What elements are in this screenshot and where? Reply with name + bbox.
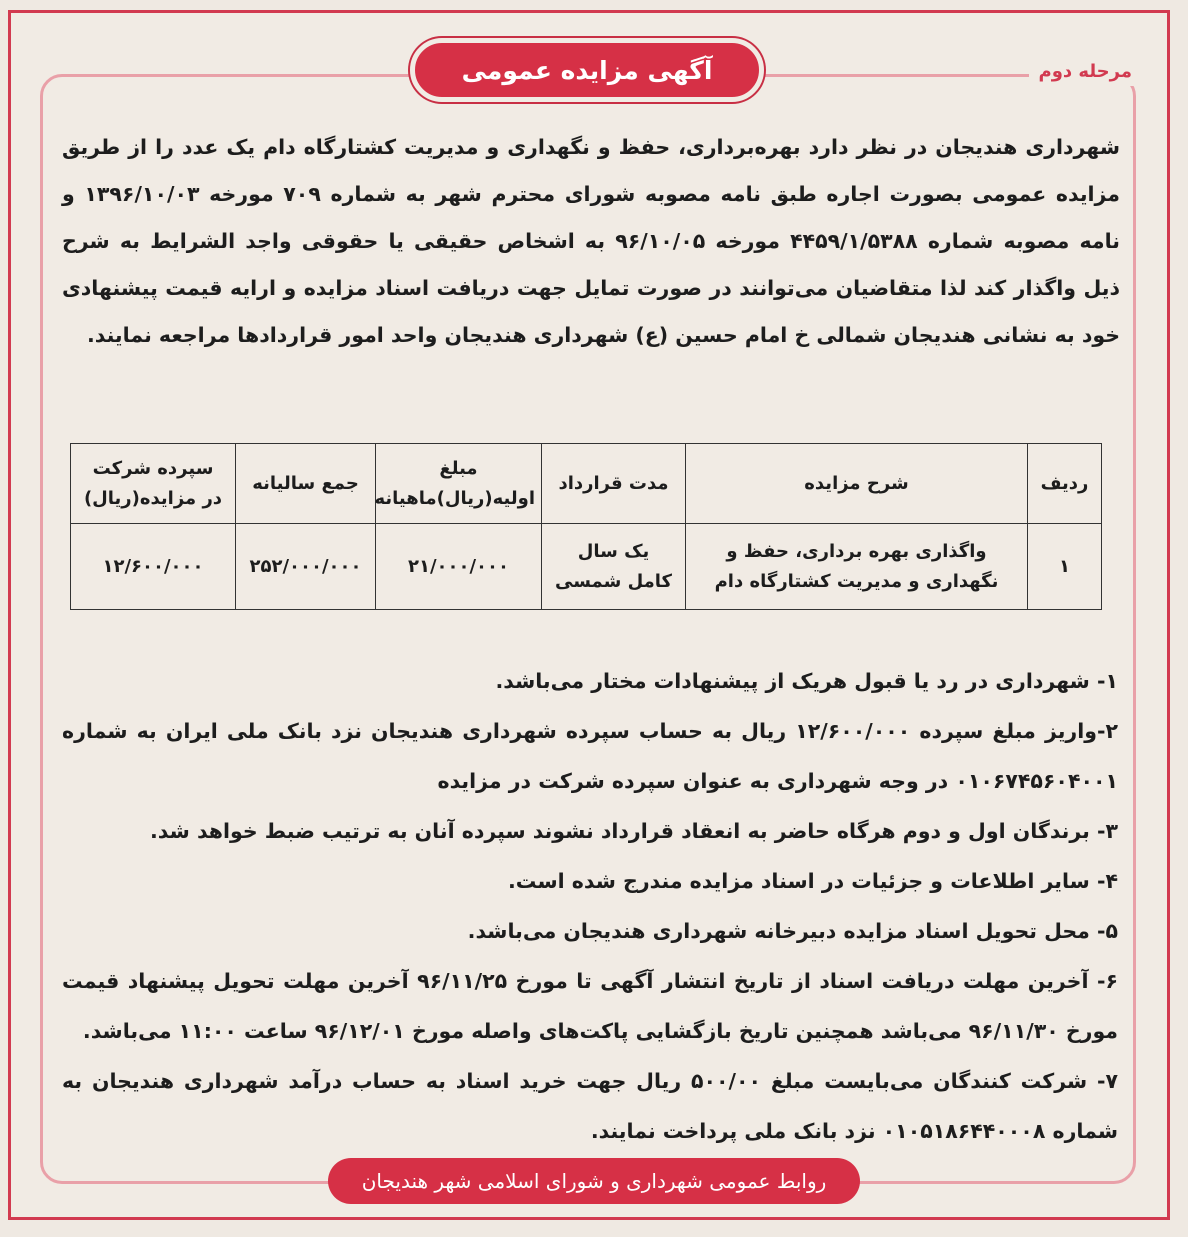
- header-deposit: [71, 444, 236, 524]
- header-description: شرح مزایده: [686, 444, 1028, 524]
- condition-item: ۴- سایر اطلاعات و جزئیات در اسناد مزایده مندرج شده است.: [508, 869, 1118, 893]
- cell-description: [686, 524, 1028, 610]
- header-deposit-line2: در مزایده(ریال): [83, 487, 223, 509]
- footer-signature: روابط عمومی شهرداری و شورای اسلامی شهر هندیجان: [328, 1158, 860, 1204]
- cell-duration-line2: کامل شمسی: [555, 570, 672, 592]
- header-initial-amount-line2: اولیه(ریال)ماهیانه: [374, 487, 535, 509]
- table-row: [71, 524, 1102, 610]
- condition-item: ۷- شرکت کنندگان می‌بایست مبلغ ۵۰۰/۰۰ ریال جهت خرید اسناد به حساب درآمد شهرداری هندیجان به شماره ۰۱۰۵۱۸۶۴۴۰۰۰۸ نزد بانک ملی پرداخت نمایند.: [62, 1069, 1118, 1143]
- cell-description-line1: واگذاری بهره برداری، حفظ و: [726, 540, 987, 562]
- condition-item: ۳- برندگان اول و دوم هرگاه حاضر به انعقاد قرارداد نشوند سپرده آنان به ترتیب ضبط خواهد شد.: [150, 819, 1118, 843]
- notice-title: آگهی مزایده عمومی: [410, 38, 764, 102]
- cell-deposit: ۱۲/۶۰۰/۰۰۰: [71, 524, 236, 610]
- table-header-row: [71, 444, 1102, 524]
- cell-duration: [542, 524, 686, 610]
- intro-paragraph: شهرداری هندیجان در نظر دارد بهره‌برداری، حفظ و نگهداری و مدیریت کشتارگاه دام یک عدد را از طریق مزایده عمومی بصورت اجاره طبق نامه مصوبه شورای محترم شهر به شماره ۷۰۹ مورخه ۱۳۹۶/۱۰/۰۳ و نامه مصوبه شماره ۴۴۵۹/۱/۵۳۸۸ مورخه ۹۶/۱۰/۰۵ به اشخاص حقیقی یا حقوقی واجد الشرایط به شرح ذیل واگذار کند لذا متقاضیان می‌توانند در صورت تمایل جهت دریافت اسناد مزایده و ارایه قیمت پیشنهادی خود به نشانی هندیجان شمالی خ امام حسین (ع) شهرداری هندیجان واحد امور قراردادها مراجعه نمایند.: [62, 135, 1121, 347]
- cell-row-no: ۱: [1028, 524, 1102, 610]
- condition-item: ۱- شهرداری در رد یا قبول هریک از پیشنهادات مختار می‌باشد.: [495, 669, 1118, 693]
- cell-description-line2: نگهداری و مدیریت کشتارگاه دام: [714, 570, 999, 592]
- cell-initial-amount: ۲۱/۰۰۰/۰۰۰: [376, 524, 542, 610]
- header-initial-amount: [376, 444, 542, 524]
- condition-item: ۶- آخرین مهلت دریافت اسناد از تاریخ انتشار آگهی تا مورخ ۹۶/۱۱/۲۵ آخرین مهلت تحویل پیشنهاد قیمت مورخ ۹۶/۱۱/۳۰ می‌باشد همچنین تاریخ بازگشایی پاکت‌های واصله مورخ ۹۶/۱۲/۰۱ ساعت ۱۱:۰۰ می‌باشد.: [62, 969, 1119, 1043]
- header-annual-total: جمع سالیانه: [236, 444, 376, 524]
- header-initial-amount-line1: مبلغ: [439, 457, 478, 479]
- header-deposit-line1: سپرده شرکت: [92, 457, 214, 479]
- auction-table: [70, 443, 1102, 610]
- phase-label: مرحله دوم: [1029, 56, 1142, 86]
- condition-item: ۵- محل تحویل اسناد مزایده دبیرخانه شهرداری هندیجان می‌باشد.: [467, 919, 1118, 943]
- cell-annual-total: ۲۵۲/۰۰۰/۰۰۰: [236, 524, 376, 610]
- condition-item: ۲-واریز مبلغ سپرده ۱۲/۶۰۰/۰۰۰ ریال به حساب سپرده شهرداری هندیجان نزد بانک ملی ایران به شماره ۰۱۰۶۷۴۵۶۰۴۰۰۱ در وجه شهرداری به عنوان سپرده شرکت در مزایده: [62, 719, 1118, 793]
- header-duration: مدت قرارداد: [542, 444, 686, 524]
- header-row-no: ردیف: [1028, 444, 1102, 524]
- cell-duration-line1: یک سال: [577, 540, 650, 562]
- conditions-list: [62, 656, 1118, 1156]
